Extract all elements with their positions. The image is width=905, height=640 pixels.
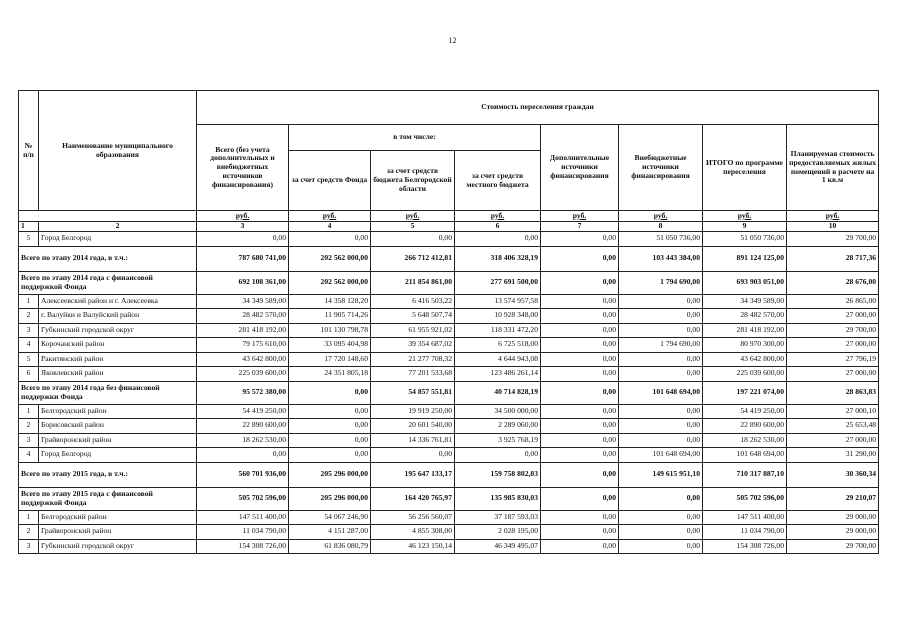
row-number: 3 [19, 433, 39, 448]
municipality-name: Грайворонский район [39, 433, 197, 448]
value-cell: 277 691 500,00 [455, 271, 541, 294]
value-cell: 21 277 708,32 [371, 352, 455, 367]
value-cell: 28 676,00 [787, 271, 879, 294]
value-cell: 0,00 [619, 419, 703, 434]
value-cell: 27 000,10 [787, 404, 879, 419]
table-row [19, 367, 879, 382]
value-cell: 0,00 [289, 381, 371, 404]
header-itogo: ИТОГО по программе переселения [703, 125, 787, 211]
header-extrabudget: Внебюджетные источники финансирования [619, 125, 703, 211]
value-cell: 281 418 192,00 [703, 323, 787, 338]
value-cell: 14 358 128,20 [289, 294, 371, 309]
municipality-name: Губкинский городской округ [39, 539, 197, 554]
value-cell: 197 221 074,00 [703, 381, 787, 404]
row-number: 1 [19, 294, 39, 309]
value-cell: 0,00 [619, 525, 703, 540]
value-cell: 34 500 000,00 [455, 404, 541, 419]
value-cell: 4 855 308,00 [371, 525, 455, 540]
row-number: 2 [19, 525, 39, 540]
table-row [19, 294, 879, 309]
value-cell: 0,00 [541, 246, 619, 271]
value-cell: 54 419 250,00 [197, 404, 289, 419]
value-cell: 56 256 560,07 [371, 510, 455, 525]
value-cell: 505 702 596,00 [703, 487, 787, 510]
row-number: 1 [19, 404, 39, 419]
value-cell: 29 000,00 [787, 525, 879, 540]
value-cell: 10 928 348,00 [455, 309, 541, 324]
value-cell: 159 758 802,83 [455, 462, 541, 487]
value-cell: 101 648 694,00 [619, 381, 703, 404]
value-cell: 225 039 600,00 [197, 367, 289, 382]
municipality-name: Губкинский городской округ [39, 323, 197, 338]
value-cell: 0,00 [619, 352, 703, 367]
value-cell: 195 647 133,17 [371, 462, 455, 487]
value-cell: 135 985 830,03 [455, 487, 541, 510]
value-cell: 0,00 [541, 525, 619, 540]
row-number: 6 [19, 367, 39, 382]
value-cell: 29 700,00 [787, 232, 879, 247]
page-number: 12 [448, 36, 457, 45]
row-label: Всего по этапу 2014 года без финансовой поддержки Фонда [19, 381, 197, 404]
value-cell: 0,00 [619, 404, 703, 419]
value-cell: 0,00 [619, 510, 703, 525]
value-cell: 266 712 412,81 [371, 246, 455, 271]
value-cell: 27 000,00 [787, 367, 879, 382]
header-fund: за счет средств Фонда [289, 151, 371, 211]
value-cell: 27 796,19 [787, 352, 879, 367]
value-cell: 1 794 690,00 [619, 271, 703, 294]
value-cell: 0,00 [289, 404, 371, 419]
value-cell: 147 511 400,00 [703, 510, 787, 525]
value-cell: 2 028 195,00 [455, 525, 541, 540]
value-cell: 19 919 250,00 [371, 404, 455, 419]
value-cell: 560 701 936,00 [197, 462, 289, 487]
table-row [19, 525, 879, 540]
row-label: Всего по этапу 2014 года, в т.ч.: [19, 246, 197, 271]
value-cell: 77 201 533,68 [371, 367, 455, 382]
value-cell: 225 039 600,00 [703, 367, 787, 382]
unit-cell: руб. [371, 211, 455, 222]
value-cell: 0,00 [541, 487, 619, 510]
table-row [19, 323, 879, 338]
value-cell: 211 854 861,00 [371, 271, 455, 294]
header-name: Наименование муниципального образования [39, 91, 197, 211]
value-cell: 13 574 957,58 [455, 294, 541, 309]
value-cell: 147 511 400,00 [197, 510, 289, 525]
value-cell: 51 050 736,00 [703, 232, 787, 247]
unit-cell: руб. [541, 211, 619, 222]
value-cell: 0,00 [619, 309, 703, 324]
value-cell: 29 000,00 [787, 510, 879, 525]
municipality-name: Город Белгород [39, 448, 197, 463]
value-cell: 29 700,00 [787, 323, 879, 338]
row-number: 3 [19, 539, 39, 554]
value-cell: 61 836 080,79 [289, 539, 371, 554]
value-cell: 29 700,00 [787, 539, 879, 554]
municipality-name: Белгородский район [39, 510, 197, 525]
value-cell: 0,00 [541, 309, 619, 324]
column-number-cell: 2 [39, 222, 197, 232]
row-number: 4 [19, 448, 39, 463]
value-cell: 101 648 694,00 [619, 448, 703, 463]
value-cell: 43 642 800,00 [703, 352, 787, 367]
value-cell: 0,00 [289, 433, 371, 448]
value-cell: 26 865,00 [787, 294, 879, 309]
value-cell: 22 890 600,00 [703, 419, 787, 434]
value-cell: 0,00 [541, 510, 619, 525]
value-cell: 202 562 000,00 [289, 246, 371, 271]
value-cell: 0,00 [541, 539, 619, 554]
value-cell: 43 642 800,00 [197, 352, 289, 367]
value-cell: 101 130 798,78 [289, 323, 371, 338]
value-cell: 5 648 507,74 [371, 309, 455, 324]
header-no: № п/п [19, 91, 39, 211]
value-cell: 0,00 [541, 462, 619, 487]
unit-cell: руб. [197, 211, 289, 222]
municipality-name: Алексеевский район и г. Алексеевка [39, 294, 197, 309]
value-cell: 0,00 [541, 271, 619, 294]
table-row [19, 404, 879, 419]
value-cell: 0,00 [541, 352, 619, 367]
value-cell: 118 331 472,20 [455, 323, 541, 338]
value-cell: 39 354 687,02 [371, 338, 455, 353]
column-number-cell: 4 [289, 222, 371, 232]
value-cell: 46 123 150,14 [371, 539, 455, 554]
stage-total-row [19, 462, 879, 487]
value-cell: 95 572 380,00 [197, 381, 289, 404]
header-region: за счет средств бюджета Белгородской области [371, 151, 455, 211]
row-number: 1 [19, 510, 39, 525]
value-cell: 0,00 [371, 232, 455, 247]
municipality-name: Яковлевский район [39, 367, 197, 382]
municipality-name: Корочанский район [39, 338, 197, 353]
value-cell: 1 794 690,00 [619, 338, 703, 353]
row-number: 2 [19, 419, 39, 434]
value-cell: 2 289 060,00 [455, 419, 541, 434]
units-cell-empty [19, 211, 197, 222]
value-cell: 0,00 [289, 419, 371, 434]
table-row [19, 232, 879, 247]
table-row [19, 419, 879, 434]
value-cell: 0,00 [541, 404, 619, 419]
value-cell: 154 308 726,00 [703, 539, 787, 554]
municipality-name: Ракитянский район [39, 352, 197, 367]
value-cell: 0,00 [371, 448, 455, 463]
header-total: Всего (без учета дополнительных и внебюджетных источников финансирования) [197, 125, 289, 211]
header-local: за счет средств местного бюджета [455, 151, 541, 211]
value-cell: 18 262 530,00 [197, 433, 289, 448]
value-cell: 281 418 192,00 [197, 323, 289, 338]
table-row [19, 433, 879, 448]
row-number: 3 [19, 323, 39, 338]
value-cell: 154 308 726,00 [197, 539, 289, 554]
value-cell: 0,00 [541, 323, 619, 338]
subtotal-row [19, 381, 879, 404]
municipality-name: Белгородский район [39, 404, 197, 419]
value-cell: 6 416 503,22 [371, 294, 455, 309]
value-cell: 149 615 951,10 [619, 462, 703, 487]
value-cell: 37 187 593,03 [455, 510, 541, 525]
value-cell: 891 124 125,00 [703, 246, 787, 271]
value-cell: 28 717,36 [787, 246, 879, 271]
table-row [19, 338, 879, 353]
value-cell: 54 419 250,00 [703, 404, 787, 419]
value-cell: 693 903 051,00 [703, 271, 787, 294]
municipality-name: Грайворонский район [39, 525, 197, 540]
value-cell: 0,00 [541, 419, 619, 434]
value-cell: 27 000,00 [787, 338, 879, 353]
value-cell: 0,00 [619, 323, 703, 338]
value-cell: 11 034 790,00 [197, 525, 289, 540]
column-number-cell: 8 [619, 222, 703, 232]
value-cell: 34 349 589,00 [703, 294, 787, 309]
value-cell: 3 925 768,19 [455, 433, 541, 448]
units-row [19, 211, 879, 222]
value-cell: 0,00 [197, 232, 289, 247]
column-number-cell: 9 [703, 222, 787, 232]
value-cell: 0,00 [619, 433, 703, 448]
row-label: Всего по этапу 2014 года с финансовой поддержкой Фонда [19, 271, 197, 294]
table-row [19, 352, 879, 367]
stage-total-row [19, 246, 879, 271]
value-cell: 101 648 694,00 [703, 448, 787, 463]
value-cell: 11 034 790,00 [703, 525, 787, 540]
value-cell: 0,00 [619, 294, 703, 309]
value-cell: 103 443 384,00 [619, 246, 703, 271]
column-number-cell: 7 [541, 222, 619, 232]
value-cell: 27 000,00 [787, 309, 879, 324]
value-cell: 28 482 570,00 [703, 309, 787, 324]
value-cell: 164 420 765,97 [371, 487, 455, 510]
row-label: Всего по этапу 2015 года, в т.ч.: [19, 462, 197, 487]
value-cell: 0,00 [455, 232, 541, 247]
table-row [19, 539, 879, 554]
value-cell: 25 653,48 [787, 419, 879, 434]
value-cell: 17 720 148,60 [289, 352, 371, 367]
value-cell: 11 905 714,26 [289, 309, 371, 324]
subtotal-row [19, 487, 879, 510]
municipality-name: Город Белгород [39, 232, 197, 247]
value-cell: 205 296 000,00 [289, 462, 371, 487]
value-cell: 31 290,00 [787, 448, 879, 463]
value-cell: 4 151 287,00 [289, 525, 371, 540]
value-cell: 28 482 570,00 [197, 309, 289, 324]
header-planned: Планируемая стоимость предоставляемых жилых помещений в расчете на 1 кв.м [787, 125, 879, 211]
value-cell: 14 336 761,81 [371, 433, 455, 448]
column-number-cell: 5 [371, 222, 455, 232]
row-number: 4 [19, 338, 39, 353]
header-additional: Дополнительные источники финансирования [541, 125, 619, 211]
value-cell: 710 317 887,10 [703, 462, 787, 487]
value-cell: 20 601 540,00 [371, 419, 455, 434]
column-number-row [19, 222, 879, 232]
value-cell: 0,00 [619, 487, 703, 510]
header-group-title: Стоимость переселения граждан [197, 91, 879, 125]
value-cell: 0,00 [619, 367, 703, 382]
value-cell: 123 486 261,14 [455, 367, 541, 382]
value-cell: 40 714 828,19 [455, 381, 541, 404]
value-cell: 29 210,07 [787, 487, 879, 510]
row-label: Всего по этапу 2015 года с финансовой поддержкой Фонда [19, 487, 197, 510]
value-cell: 6 725 518,00 [455, 338, 541, 353]
value-cell: 18 262 530,00 [703, 433, 787, 448]
value-cell: 0,00 [541, 232, 619, 247]
subtotal-row [19, 271, 879, 294]
value-cell: 34 349 589,00 [197, 294, 289, 309]
municipality-name: г. Валуйки и Валуйский район [39, 309, 197, 324]
value-cell: 0,00 [197, 448, 289, 463]
value-cell: 0,00 [541, 294, 619, 309]
unit-cell: руб. [787, 211, 879, 222]
row-number: 2 [19, 309, 39, 324]
value-cell: 24 351 805,18 [289, 367, 371, 382]
value-cell: 0,00 [541, 448, 619, 463]
value-cell: 80 970 300,00 [703, 338, 787, 353]
value-cell: 22 890 600,00 [197, 419, 289, 434]
value-cell: 46 349 495,07 [455, 539, 541, 554]
value-cell: 61 955 921,02 [371, 323, 455, 338]
value-cell: 28 863,83 [787, 381, 879, 404]
municipality-name: Борисовский район [39, 419, 197, 434]
value-cell: 51 050 736,00 [619, 232, 703, 247]
unit-cell: руб. [619, 211, 703, 222]
unit-cell: руб. [455, 211, 541, 222]
header-including: в том числе: [289, 125, 541, 151]
value-cell: 4 644 943,08 [455, 352, 541, 367]
value-cell: 54 857 551,81 [371, 381, 455, 404]
column-number-cell: 3 [197, 222, 289, 232]
value-cell: 0,00 [541, 367, 619, 382]
column-number-cell: 1 [19, 222, 39, 232]
value-cell: 0,00 [541, 338, 619, 353]
resettlement-cost-table [18, 90, 879, 554]
value-cell: 30 360,34 [787, 462, 879, 487]
value-cell: 33 095 404,98 [289, 338, 371, 353]
value-cell: 79 175 610,00 [197, 338, 289, 353]
value-cell: 0,00 [289, 232, 371, 247]
value-cell: 787 680 741,00 [197, 246, 289, 271]
value-cell: 205 296 000,00 [289, 487, 371, 510]
table-row [19, 309, 879, 324]
value-cell: 27 000,00 [787, 433, 879, 448]
value-cell: 318 406 328,19 [455, 246, 541, 271]
value-cell: 0,00 [541, 381, 619, 404]
unit-cell: руб. [703, 211, 787, 222]
value-cell: 0,00 [619, 539, 703, 554]
value-cell: 0,00 [455, 448, 541, 463]
value-cell: 54 067 246,90 [289, 510, 371, 525]
row-number: 5 [19, 352, 39, 367]
column-number-cell: 6 [455, 222, 541, 232]
table-row [19, 510, 879, 525]
value-cell: 202 562 000,00 [289, 271, 371, 294]
row-number: 5 [19, 232, 39, 247]
unit-cell: руб. [289, 211, 371, 222]
table-row [19, 448, 879, 463]
value-cell: 0,00 [289, 448, 371, 463]
value-cell: 505 702 596,00 [197, 487, 289, 510]
column-number-cell: 10 [787, 222, 879, 232]
value-cell: 692 108 361,00 [197, 271, 289, 294]
value-cell: 0,00 [541, 433, 619, 448]
